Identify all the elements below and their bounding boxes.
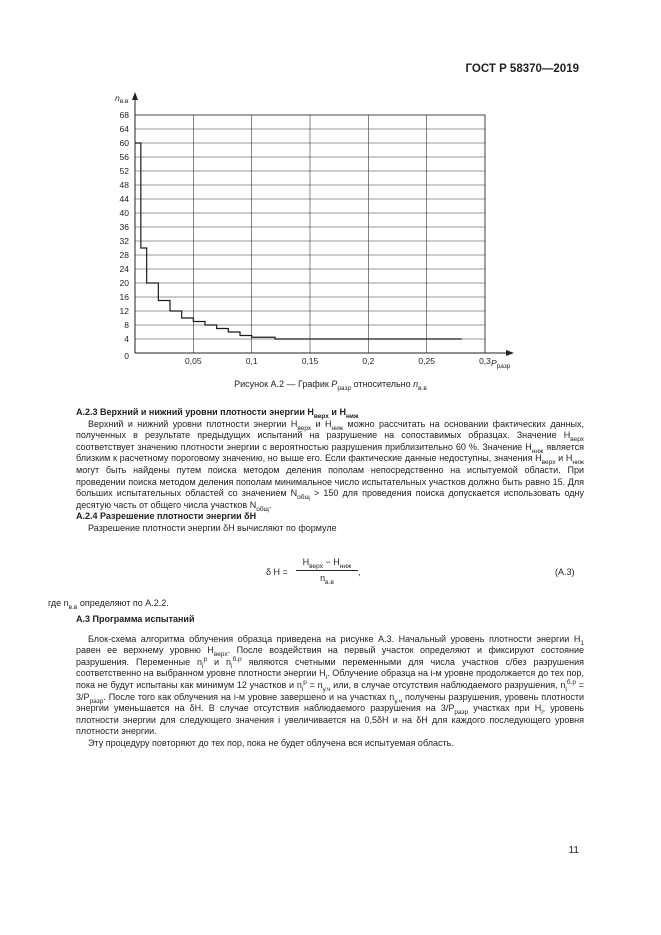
section-a24-heading: А.2.4 Разрешение плотности энергии δH <box>76 511 257 522</box>
y-axis-arrow <box>132 92 138 100</box>
section-a3-heading: А.3 Программа испытаний <box>76 614 195 624</box>
page-number: 11 <box>568 845 579 856</box>
y-tick-label: 56 <box>119 152 129 162</box>
y-tick-labels <box>120 110 130 361</box>
x-tick-label: 0,1 <box>245 356 258 366</box>
section-a23-heading: А.2.3 Верхний и нижний уровни плотности энергии $H_{верх}$ и $H_{ниж}$ <box>76 407 359 420</box>
y-tick-label: 44 <box>119 194 129 204</box>
y-tick-label: 40 <box>119 208 129 218</box>
x-tick-labels <box>185 356 491 366</box>
where-clause: где $n_{в.в}$ определяют по А.2.2. <box>48 598 169 611</box>
x-tick-label: 0,25 <box>418 356 435 366</box>
y-tick-label: 32 <box>119 236 129 246</box>
section-a23 <box>76 407 584 535</box>
x-tick-label: 0,15 <box>301 356 319 366</box>
x-axis-arrow <box>506 350 514 356</box>
y-tick-label: 64 <box>119 124 129 134</box>
x-tick-label: 0,3 <box>479 356 491 366</box>
section-a23-paragraph: Верхний и нижний уровни плотности энергии $H_{верх}$ и $H_{ниж}$ можно рассчитать на основании фактических данных, полученных в результате предыдущих испытаний на разрушение на сопоставимых образцах. Значение $H_{верх}$ соответствует значению плотности энергии с вероятностью разрушения приблизительно 60 %. Значение $H_{ниж}$ является близким к расчетному пороговому значению, но выше его. Если фактические данные недоступны, значения $H_{верх}$ и $H_{ниж}$ могут быть найдены путем поиска методом деления пополам непосредственно на испытуемой области. При проведении поиска методом деления пополам минимальное число испытательных участков должно быть равно 15. Для больших испытательных областей со значением $N_{общ} > 150$ для проведения поиска допускается использовать одну десятую часть от общего числа участков $N_{общ}$. <box>76 418 585 513</box>
figure-caption: Рисунок А.2 — График $P_{разр}$ относительно $n_{в.в}$ <box>234 379 427 392</box>
step-chart <box>0 0 661 375</box>
y-tick-label: 0 <box>124 351 129 361</box>
formula-denominator: $n_{в.в}$ <box>320 573 334 586</box>
y-tick-label: 68 <box>119 110 129 120</box>
chart-grid <box>135 115 485 353</box>
formula-number: (А.3) <box>555 567 575 577</box>
formula-a3: δ H = $H_{верх} - H_{ниж}$ $n_{в.в}$ , (А.3) <box>266 557 575 586</box>
fraction-bar <box>296 570 358 571</box>
y-tick-label: 24 <box>119 264 129 274</box>
y-tick-label: 8 <box>124 320 129 330</box>
y-tick-label: 60 <box>119 138 129 148</box>
y-tick-label: 12 <box>119 306 129 316</box>
x-tick-label: 0,2 <box>362 356 375 366</box>
y-tick-label: 4 <box>124 334 129 344</box>
y-tick-label: 16 <box>119 292 129 302</box>
formula-numerator: $H_{верх} - H_{ниж}$ <box>302 557 352 570</box>
x-axis-label: $P_{разр}$ <box>491 358 511 370</box>
y-tick-label: 48 <box>119 180 129 190</box>
y-tick-label: 52 <box>119 166 129 176</box>
chart-axes <box>132 92 514 356</box>
y-axis-label: $n_{в.в}$ <box>115 93 129 105</box>
section-a3 <box>76 614 584 750</box>
section-a3-paragraph-1: Блок-схема алгоритма облучения образца приведена на рисунке А.3. Начальный уровень плотности энергии $H_1$ равен ее верхнему уровню $H_{верх}$. После воздействия на первый участок определяют и фиксируют состояние разрушения. Переменные $n_i^р$ и $n_i^{б.р}$ являются счетными переменными для числа участков с/без разрушения соответственно на выбранном уровне плотности энергии $H_i$. Облучение образца на i-м уровне продолжается до тех пор, пока не будут испытаны как минимум 12 участков и $n_i^р = n_{у.ч}$ или, в случае отсутствия наблюдаемого разрушения, $n_i^{б.р} = 3/P_{разр}$. После того как облучения на i-м уровне завершено и на участках $n_{у.ч}$ получены разрушения, уровень плотности энергии уменьшается на δH. В случае отсутствия наблюдаемого разрушения на $3/P_{разр}$ участках при $H_i$, уровень плотности энергии для следующего значения i увеличивается на 0,5δH и на δH для каждого последующего уровня плотности энергии. <box>76 633 585 737</box>
x-tick-label: 0,05 <box>185 356 202 366</box>
y-tick-label: 36 <box>119 222 129 232</box>
section-a24-paragraph: Разрешение плотности энергии δH вычисляют по формуле <box>88 522 337 533</box>
section-a3-paragraph-2: Эту процедуру повторяют до тех пор, пока не будет облучена вся испытуемая область. <box>88 737 454 748</box>
document-id: ГОСТ Р 58370—2019 <box>465 63 579 75</box>
y-tick-label: 28 <box>119 250 129 260</box>
y-tick-label: 20 <box>119 278 129 288</box>
